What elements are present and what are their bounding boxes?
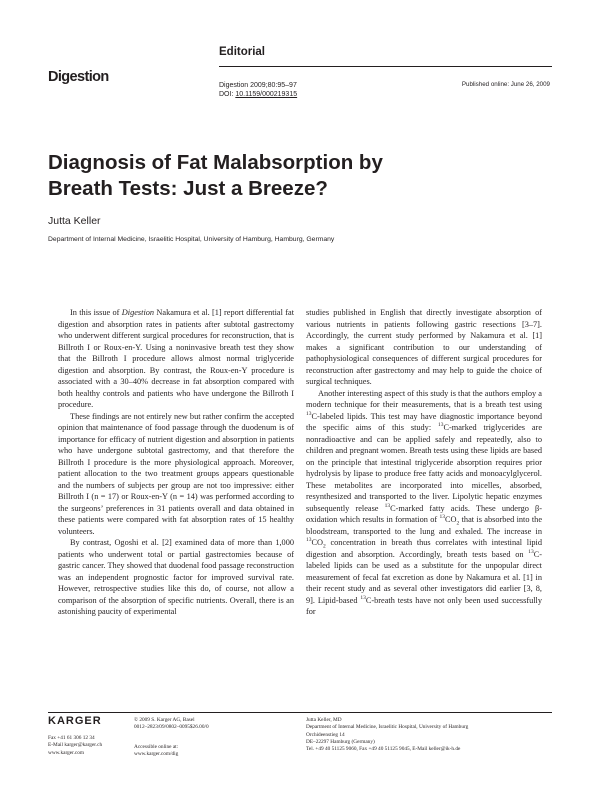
corr-city: DE–22297 Hamburg (Germany) [306,738,375,745]
text-run: C-labeled lipids. This test may have diagnostic importance beyond the specific aims of this study: [306,411,542,432]
section-label: Editorial [219,46,266,58]
corr-street: Orchideenstieg 14 [306,731,345,738]
corr-name: Jutta Keller, MD [306,717,342,723]
publisher-contact [48,735,102,757]
paragraph: studies published in English that directly investigate absorption of various nutrients in patients following gastric resections [3–7]. Accordingly, the current study performed by Nakamura et al. [1] makes a significant contribution to our understanding of pathophysiological consequences of different surgical procedures for reconstruction after gastrectomy and may help to guide the choice of surgical techniques. [306,308,542,386]
isotope-superscript: 13 [306,537,312,544]
email: E-Mail karger@karger.ch [48,742,103,749]
text-run: Nakamura et al. [1] report differential fat digestion and absorption rates in patients after subtotal gastrectomy who underwent different surgical procedures for reconstruction, that is Billroth I or Roux-en-Y. Using a noninvasive breath test they show that the Billroth I procedure allows almost normal triglyceride digestion and absorption. By contrast, the Roux-en-Y procedure is associated with a 30–40% decrease in fat absorption compared with both healthy controls and patients who have undergone the Billroth I procedure. [58,308,294,409]
isotope-superscript: 13 [438,422,444,429]
text-run: C-labeled lipids can be used as a substitute for the unpopular direct measurement of fecal fat excretion as done by Nakamura et al. [1] in their recent study and as several other investigators did earlier [3, 8, 9]. Lipid-based [306,549,542,605]
access-label: Accessible online at: [134,744,179,750]
paragraph: These findings are not entirely new but rather confirm the accepted opinion that maintenance of food passage through the duodenum is of importance for efficacy of nutrient digestion and absorption in patients who have undergone subtotal gastrectomy, and that therefore the Billroth I procedure is the more physiological approach. Moreover, patient allocation to the two treatment groups appears questionable and the numbers of subjects per group are not too impressive: either Billroth I (n = 17) or Roux-en-Y (n = 14) was performed according to the surgeons’ preferences in 31 patients overall and data obtained in these patients were compared with fat absorption rates of 15 healthy volunteers. [58,411,294,536]
isotope-superscript: 13 [384,502,391,509]
corr-contact: Tel. +49 40 51125 9060, Fax +49 40 51125 9045, E-Mail keller@ik-h.de [306,746,461,753]
author-name: Jutta Keller [48,215,101,227]
body-column-right [306,307,542,618]
text-run: C-marked triglycerides are nonradioactive and can be applied safely and repeatedly, also to children and pregnant women. Breath tests using these lipids are based on the principle that intestinal triglyceride absorption requires prior hydrolysis by lipase to produce free fatty acids and monoacylglycerol. These metabolites are incorporated into micelles, absorbed, resynthesized and transported to the liver. Lipolytic hepatic enzymes subsequently release [306,423,543,513]
fax: Fax +41 61 306 12 34 [48,735,95,741]
text-run: C-breath tests have not only been used successfully for [306,595,543,616]
access-url[interactable]: www.karger.com/dig [134,751,179,758]
text-run: CO [444,515,457,524]
published-online: Published online: June 26, 2009 [461,81,550,88]
publisher-logo: KARGER [48,715,102,727]
copyright: © 2009 S. Karger AG, Basel [134,717,195,723]
journal-logo: Digestion [48,69,109,85]
header-rule [219,66,552,67]
doi-label: DOI: [219,91,234,98]
isotope-superscript: 13 [528,548,534,555]
website-link[interactable]: www.karger.com [48,749,85,756]
correspondence-block [306,717,468,753]
text-run: that is absorbed into the bloodstream, transported to the lung and exhaled. The increase in [306,515,542,536]
subscript: 2 [323,543,326,550]
body-column-left [58,307,294,618]
article-title: Diagnosis of Fat Malabsorption by Breath Tests: Just a Breeze? [48,151,383,200]
subscript: 2 [456,520,460,527]
issn: 0012–2823/09/0802–0095$26.00/0 [134,724,209,731]
doi-line [219,91,297,98]
corr-dept: Department of Internal Medicine, Israelitic Hospital, University of Hamburg [306,724,469,731]
copyright-block [134,717,209,732]
text-run: concentration in breath thus correlates with intestinal lipid digestion and absorption. Accordingly, breath tests based on [306,538,542,559]
text-run: In this issue of [70,308,122,317]
isotope-superscript: 13 [439,514,445,521]
author-affiliation: Department of Internal Medicine, Israelitic Hospital, University of Hamburg, Hamburg, Germany [48,236,335,243]
doi-link[interactable]: 10.1159/000219315 [235,91,298,98]
citation: Digestion 2009;80:95–97 [219,82,297,89]
footer-rule [48,712,552,713]
paragraph [306,388,542,618]
journal-name: Digestion [121,308,155,317]
paragraph: By contrast, Ogoshi et al. [2] examined data of more than 1,000 patients who underwent total or partial gastrectomies because of gastric cancer. They showed that duodenal food passage reconstruction was an independent prognostic factor for improved survival rate. However, retrospective studies like this do, of course, not allow a comparison of the absorption of specific nutrients. Overall, there is an astonishing paucity of experimental [58,538,294,616]
text-run: Another interesting aspect of this study is that the authors employ a modern technique for their measurements, that is a breath test using [306,388,542,409]
text-run: C-marked fatty acids. These undergo β-oxidation which results in formation of [306,503,542,524]
access-block [134,744,178,759]
paragraph [58,307,294,411]
isotope-superscript: 13 [306,410,312,417]
text-run: CO [311,538,324,547]
isotope-superscript: 13 [360,594,366,601]
